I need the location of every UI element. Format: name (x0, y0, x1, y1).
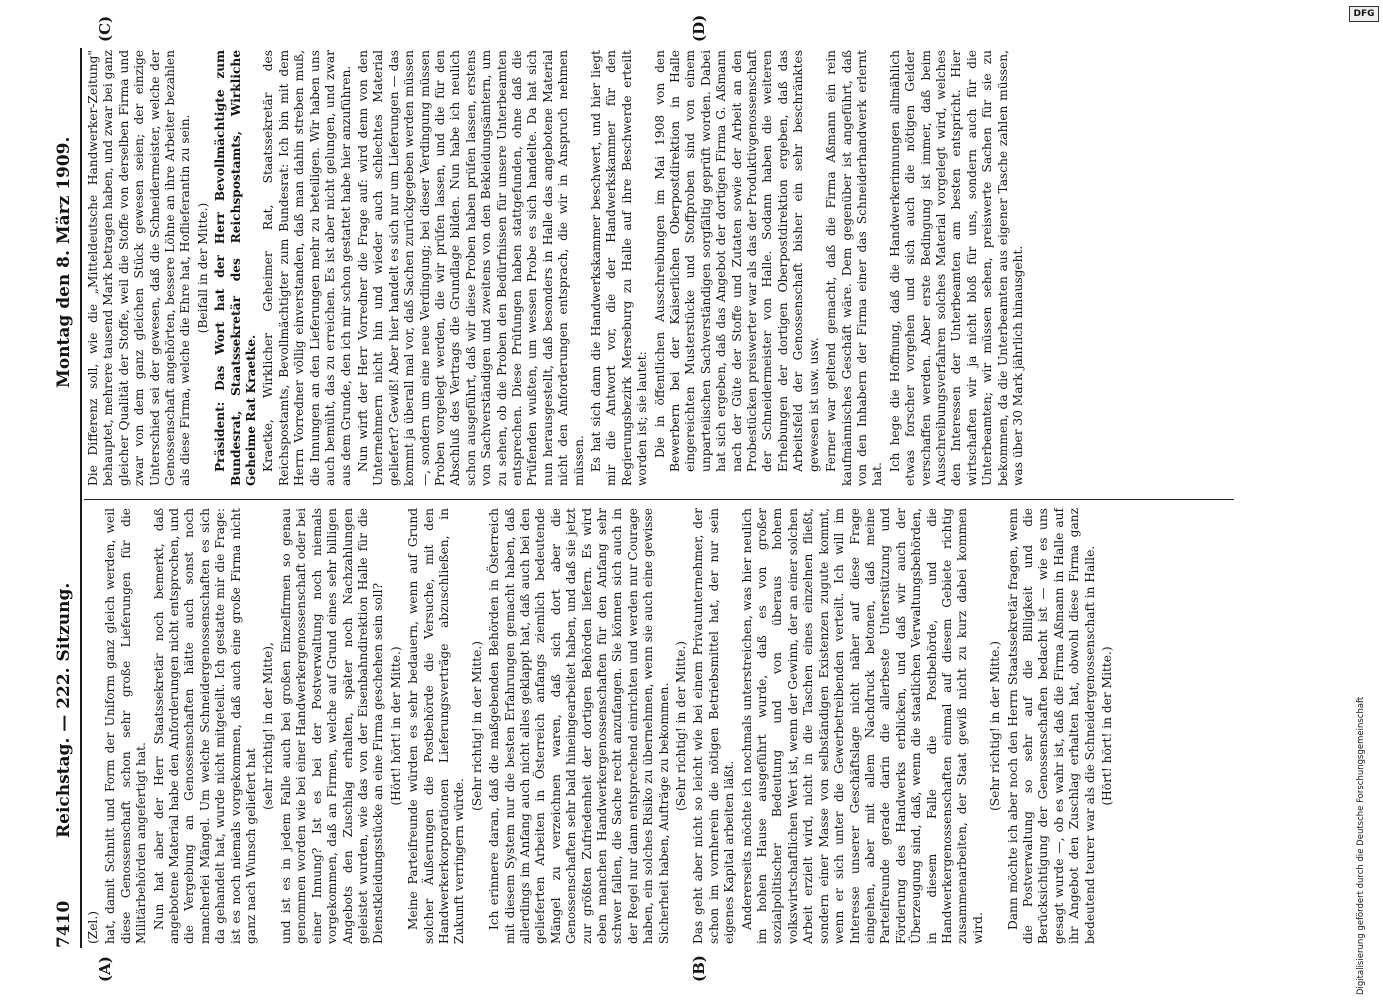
speaker-paragraph: Präsident: Das Wort hat der Herr Bevollmächtigte zum Bundesrat, Staatssekretär des Reichspostamts, Wirkliche Geheime Rat Kraetke. (213, 50, 259, 486)
quoted-paragraph: Die in öffentlichen Ausschreibungen im Mai 1908 von den Bewerbern bei der Kaiserlichen Oberpostdirektion in Halle eingereichten Musterstücke und Stoffproben sind von einem unparteiischen Sachverständigen sorgfältig geprüft worden. Dabei hat sich ergeben, daß das Angebot der dortigen Firma G. Aßmann nach der Güte der Stoffe und Zutaten sowie der Arbeit an den Probestücken preiswerter war als das der Produktivgenossenschaft der Schneidermeister von Halle. Sodann haben die weiteren Erhebungen der dortigen Oberpostdirektion ergeben, daß das Arbeitsfeld der Genossenschaft bisher ein sehr beschränktes gewesen ist usw. usw. (652, 50, 821, 472)
paragraph: Nun hat aber der Herr Staatssekretär noch bemerkt, daß angebotene Material habe den Anforderungen nicht entsprochen, und die Vergebung an Genossenschaften hätte auch sonst noch mancherlei Mängel. Um welche Schneidergenossenschaften es sich da gehandelt hat, wurde nicht mitgeteilt. Ich gestatte mir die Frage: ist es noch niemals vorgekommen, daß auch eine große Firma nicht ganz nach Wunsch geliefert hat (151, 508, 259, 944)
paragraph: Ich erinnere daran, daß die maßgebenden Behörden in Österreich mit diesem System nur die besten Erfahrungen gemacht haben, daß allerdings im Anfang auch nicht alles geklappt hat, daß auch bei den gelieferten Arbeiten in Österreich anfangs ziemlich bedeutende Mängel zu verzeichnen waren, daß sich dort aber die Genossenschaften sehr bald hineingearbeitet haben, und daß sie jetzt zur größten Zufriedenheit der dortigen Behörden liefern. Es wird eben manchen Handwerkergenossenschaften für den Anfang sehr schwer fallen, die Sache recht anzufangen. Sie können sich auch in der Regel nur dann entsprechend einrichten und werden nur Courage haben, ein solches Risiko zu übernehmen, wenn sie auch eine gewisse Sicherheit haben, Aufträge zu bekommen. (487, 508, 671, 944)
paragraph: Nun wirft der Herr Vorredner die Frage auf: wird denn von den Unternehmern nicht hin und wieder auch schlechtes Material geliefert? Gewiß! Aber hier handelt es sich nur um Lieferungen — das kommt ja überall mal vor, daß Sachen zurückgegeben werden müssen —, sondern um eine neue Verdingung; bei dieser Verdingung müssen Proben vorgelegt werden, die wir prüfen lassen, und die für den Abschluß des Vertrags die Grundlage bilden. Nun habe ich neulich schon ausgeführt, daß wir diese Proben haben prüfen lassen, erstens von Sachverständigen und zweitens von den Bekleidungsämtern, um zu sehen, ob die Proben den Bedürfnissen für unsere Unterbeamten entsprechen. Diese Prüfungen haben stattgefunden, ohne daß die Prüfenden wußten, um wessen Probe es sich handelte. Da hat sich nun herausgestellt, daß besonders in Halle das angebotene Material nicht den Anforderungen entsprach, die wir in Anspruch nehmen müssen. (355, 50, 586, 486)
dfg-logo: DFG (1349, 6, 1379, 22)
interjection: (Sehr richtig! in der Mitte.) (674, 641, 689, 811)
paragraph: Es hat sich dann die Handwerkskammer beschwert, und hier liegt mir die Antwort vor, die der Handwerkskammer für den Regierungsbezirk Merseburg zu Halle auf ihre Beschwerde erteilt worden ist; sie lautet: (589, 50, 650, 486)
page-number: 7410 (54, 900, 74, 948)
paragraph: Dann möchte ich aber noch den Herrn Staatssekretär fragen, wenn die Postverwaltung so sehr auf die Billigkeit und die Berücksichtigung der Genossenschaften bedacht ist — wie es uns gesagt wurde —, ob es wahr ist, daß die Firma Aßmann in Halle auf ihr Angebot den Zuschlag erhalten hat, obwohl diese Firma ganz bedeutend teurer war als die Schneidergenossenschaft in Halle. (1005, 508, 1097, 944)
margin-marker-a: (A) (96, 956, 114, 982)
paragraph: Andererseits möchte ich nochmals unterstreichen, was hier neulich im hohen Hause ausgeführt wurde, daß es von großer sozialpolitischer Bedeutung und von überaus hohem volkswirtschaftlichen Wert ist, wenn der Gewinn, der an einer solchen Arbeit erzielt wird, nicht in die Taschen eines einzelnen fließt, sondern einer Masse von selbständigen Existenzen zugute kommt, wenn er sich unter die Gewerbetreibenden verteilt. Ich will im Interesse unserer Geschäftslage nicht näher auf diese Frage eingehen, aber mit allem Nachdruck betonen, daß meine Parteifreunde gerade darin die allerbeste Unterstützung und Förderung des Handwerks erblicken, und daß wir auch der Überzeugung sind, daß, wenn die staatlichen Verwaltungsbehörden, in diesem Falle die Postbehörde, und die Handwerkergenossenschaften einmal auf diesem Gebiete richtig zusammenarbeiten, der Staat gewiß nicht zu kurz dabei kommen wird. (739, 508, 985, 944)
paragraph: Die Differenz soll, wie die „Mitteldeutsche Handwerker-Zeitung" behauptet, mehrere tausend Mark betragen haben, und zwar bei ganz gleicher Qualität der Stoffe, weil die Stoffe von derselben Firma und zwar von dem ganz gleichen Stück gewesen seien; der einzige Unterschied sei der gewesen, daß die Schneidermeister, welche der Genossenschaft angehörten, bessere Löhne an ihre Arbeiter bezahlen als diese Firma, welche die Ehre hat, Hoflieferantin zu sein. (86, 50, 193, 486)
header-title: Reichstag. — 222. Sitzung. (54, 582, 74, 838)
margin-marker-b: (B) (690, 955, 708, 982)
right-column (86, 50, 1286, 486)
digitization-credit: Digitalisierung gefördert durch die Deutsche Forschungsgemeinschaft (1356, 696, 1366, 995)
paragraph: Ich hege die Hoffnung, daß die Handwerkerinnungen allmählich etwas forscher vorgehen und sich auch die nötigen Gelder verschaffen werden. Aber erste Bedingung ist immer, daß beim Ausschreibungsverfahren solches Material vorgelegt wird, welches den Interessen der Unterbeamten am besten entspricht. Hier wirtschaften wir ja nicht bloß für uns, sondern auch für die Unterbeamten; wir müssen sehen, preiswerte Sachen für sie zu bekommen, da die Unterbeamten aus eigener Tasche zahlen müssen, was über 30 Mark jährlich hinausgeht. (887, 50, 1025, 486)
interjection: (Hört! hört! in der Mitte.) (1100, 646, 1114, 806)
paragraph: und ist es in jedem Falle auch bei großen Einzelfirmen so genau genommen worden wie bei einer Handwerkergenossenschaft oder bei einer Innung? Ist es bei der Postverwaltung noch niemals vorgekommen, daß an Firmen, welche auf Grund eines sehr billigen Angebots den Zuschlag erhalten, später noch Nachzahlungen geleistet wurden, wie das von der Eisenbahndirektion Halle für die Dienstkleidungsstücke an eine Firma geschehen sein soll? (278, 508, 386, 944)
margin-marker-d: (D) (690, 14, 708, 42)
page-header (52, 48, 78, 948)
interjection: (sehr richtig! in der Mitte), (261, 642, 276, 810)
header-rule (80, 48, 82, 948)
speaker-paragraph: Kraetke, Wirklicher Geheimer Rat, Staatssekretär des Reichspostamts, Bevollmächtigter zum Bundesrat: Ich bin mit dem Herrn Vorredner völlig einverstanden, daß man dahin streben muß, die Innungen an den Lieferungen mehr zu beteiligen. Wir haben uns auch bemüht, das zu erreichen. Es ist aber nicht gelungen, und zwar aus dem Grunde, den ich mir schon gestattet habe hier anzuführen. (261, 50, 353, 486)
interjection: (Beifall in der Mitte.) (195, 202, 210, 334)
paragraph: Meine Parteifreunde würden es sehr bedauern, wenn auf Grund solcher Äußerungen die Postbehörde die Versuche, mit den Handwerkerkorporationen Lieferungsverträge abzuschließen, in Zukunft verringern würde. (406, 508, 467, 944)
paragraph: (Zel.) (86, 911, 100, 944)
paragraph: hat, damit Schnitt und Form der Uniform ganz gleich werden, weil diese Genossenschaft schon sehr große Lieferungen für die Militärbehörden angefertigt hat. (103, 508, 149, 944)
margin-marker-c: (C) (96, 15, 114, 42)
interjection: (Hört! hört! in der Mitte.) (388, 646, 403, 806)
paragraph: Ferner war geltend gemacht, daß die Firma Aßmann ein rein kaufmännisches Geschäft wäre. Dem gegenüber ist angeführt, daß von den Inhabern der Firma einer das Schneiderhandwerk erlernt hat. (824, 50, 885, 486)
left-column (86, 508, 1286, 944)
interjection: (Sehr richtig! in der Mitte.) (988, 641, 1003, 811)
column-rule (84, 499, 1234, 500)
header-date: Montag den 8. März 1909. (54, 136, 74, 388)
paragraph: Das geht aber nicht so leicht wie bei einem Privatunternehmer, der schon im vornherein die nötigen Betriebsmittel hat, der nur sein eigenes Kapital arbeiten läßt. (691, 508, 737, 944)
interjection: (Sehr richtig! in der Mitte.) (469, 641, 484, 811)
